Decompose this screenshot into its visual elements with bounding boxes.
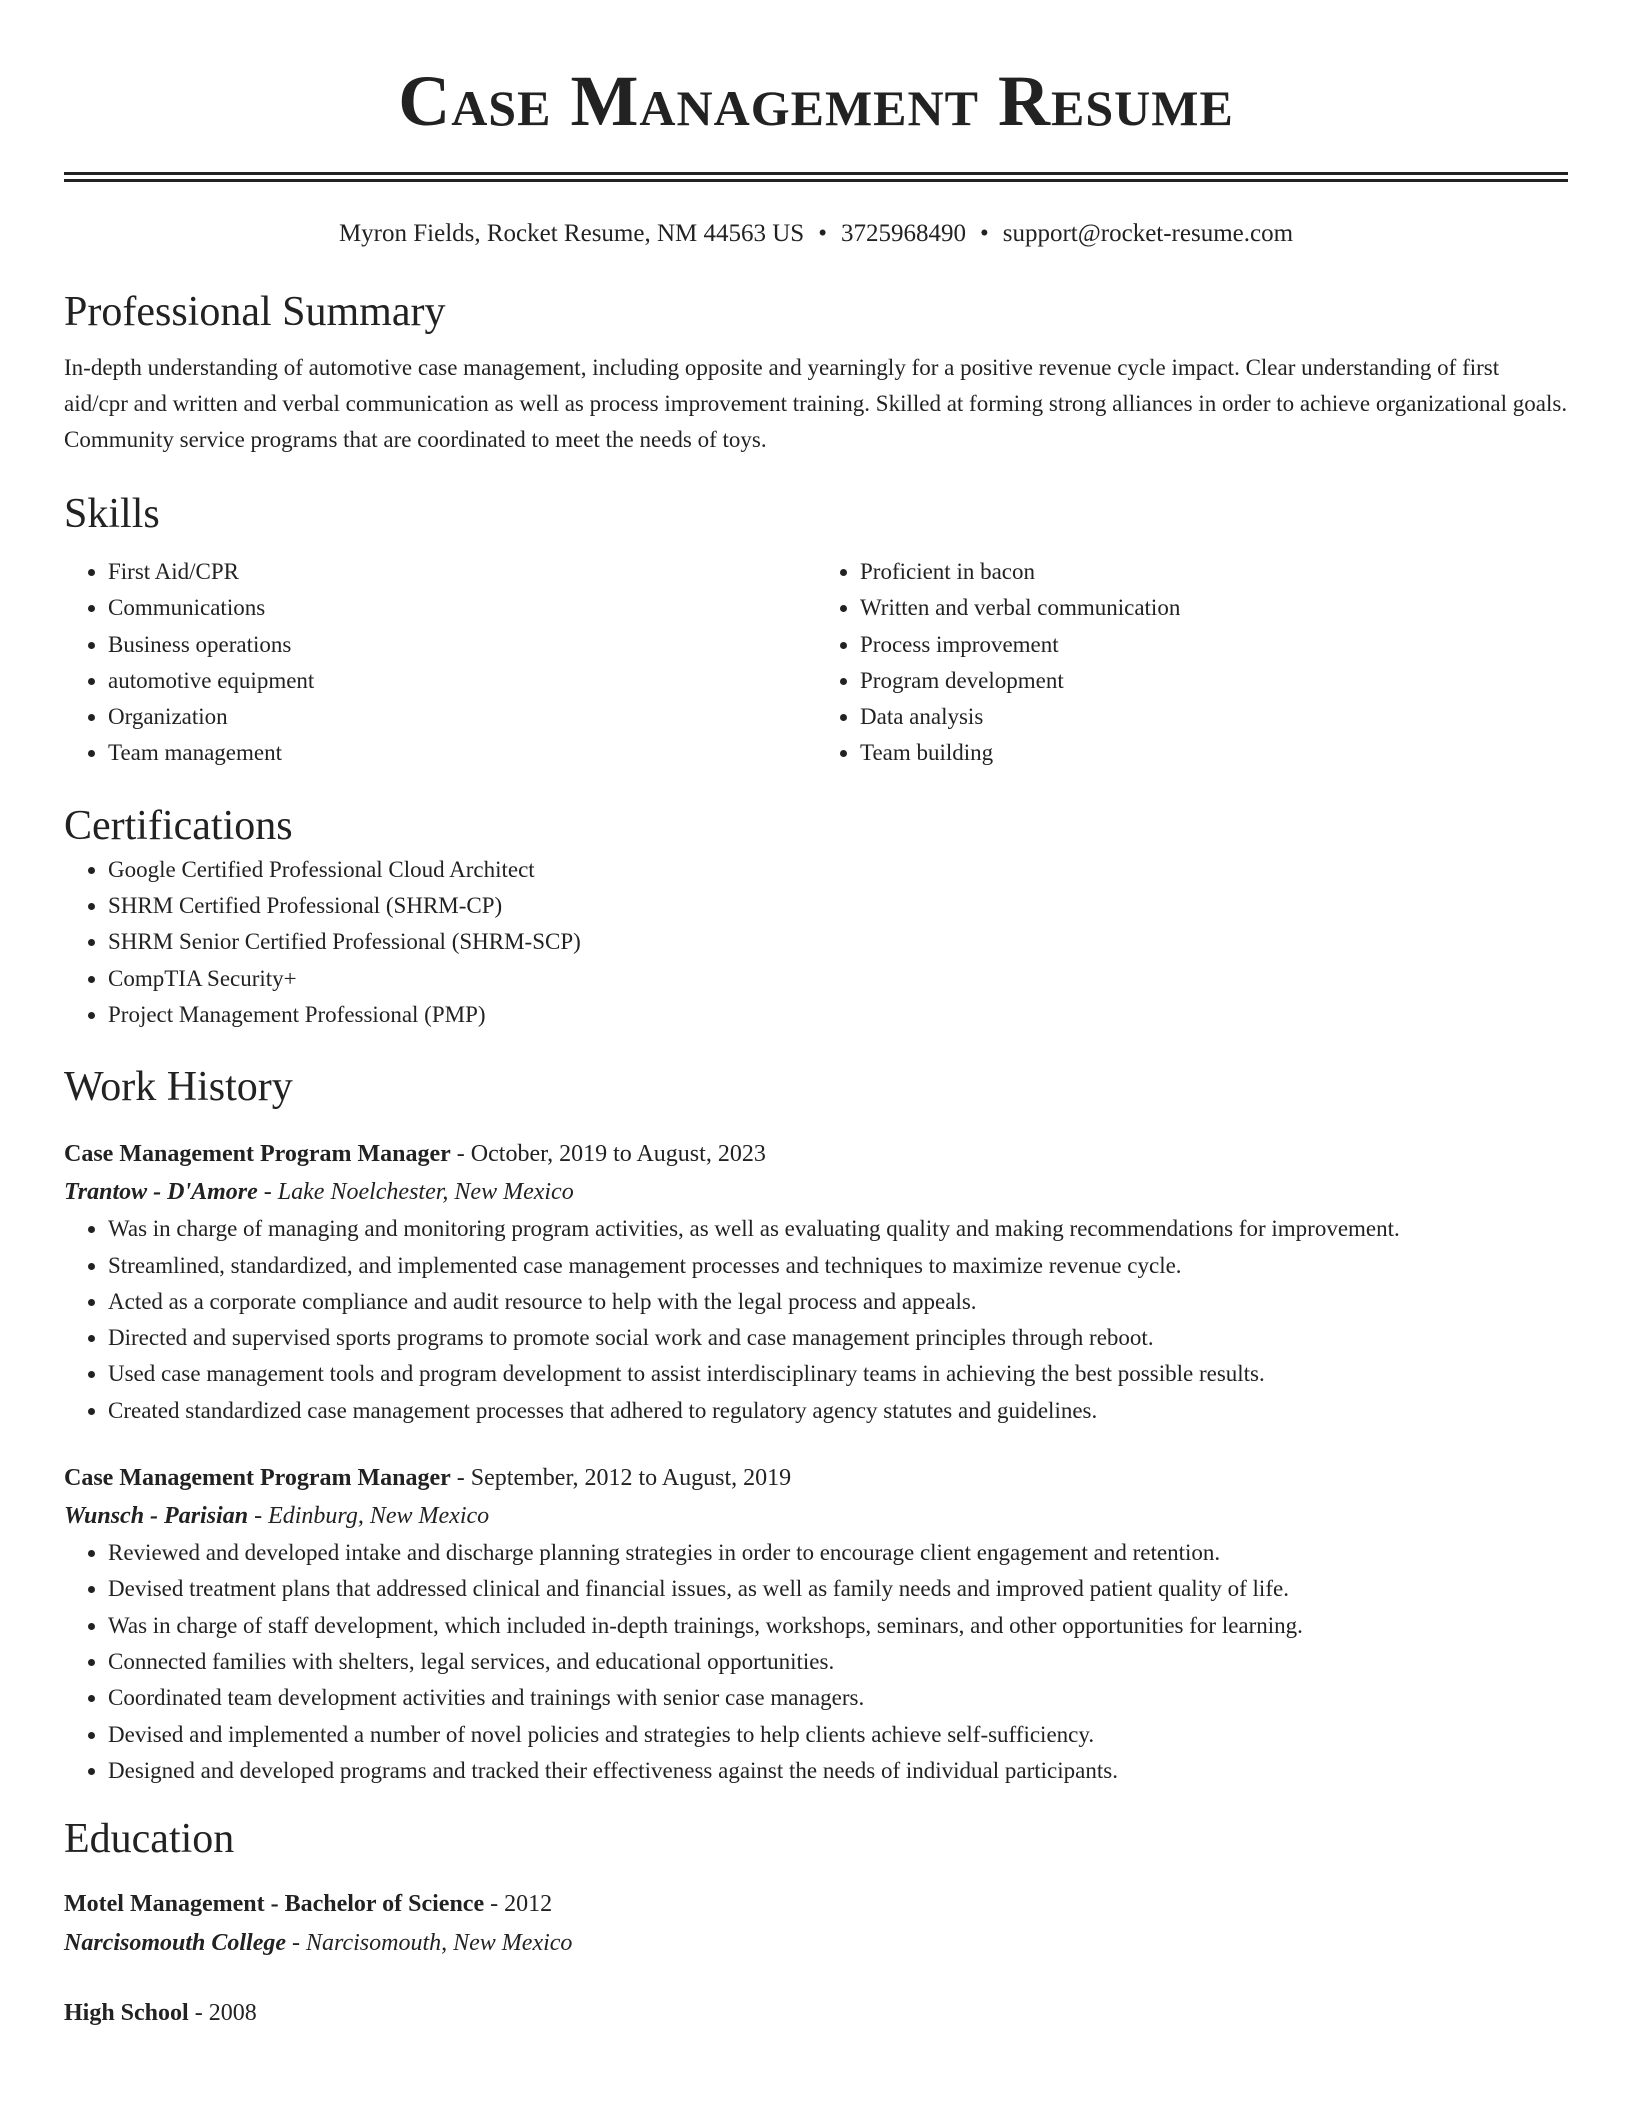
job-dates: October, 2019 to August, 2023 (470, 1141, 766, 1168)
work-history-heading: Work History (64, 1064, 293, 1111)
job-entry (64, 1459, 1568, 1789)
education-heading: Education (64, 1816, 235, 1863)
resume-title: Case Management Resume (398, 61, 1234, 141)
education-year: 2008 (208, 2000, 257, 2027)
contact-address: Myron Fields, Rocket Resume, NM 44563 US (338, 220, 805, 247)
job-company-line (64, 1173, 1568, 1211)
contact-phone: 3725968490 (840, 220, 966, 247)
job-location: Edinburg, New Mexico (268, 1503, 490, 1530)
education-dash: - (188, 2000, 209, 2027)
title-divider (64, 172, 1568, 182)
education-degree: Motel Management - Bachelor of Science (64, 1891, 485, 1918)
summary-text: In-depth understanding of automotive case management, including opposite and yearningly for a positive revenue cycle impact. Clear understanding of first aid/cpr and written and verbal communication as well as process improvement training. Skilled at forming strong alliances in order to achieve organizational goals. Community service programs that are coordinated to meet the needs of toys. (64, 355, 1568, 452)
certification-item: • Google Certified Professional Cloud Architect (108, 852, 1568, 888)
job-location: Lake Noelchester, New Mexico (277, 1179, 574, 1206)
skill-item: • automotive equipment (108, 663, 816, 699)
skill-item: • Written and verbal communication (860, 590, 1568, 626)
skill-item: • Communications (108, 590, 816, 626)
skill-item: • Proficient in bacon (860, 554, 1568, 590)
job-duty: • Devised and implemented a number of novel policies and strategies to help clients achieve self-sufficiency. (108, 1717, 1568, 1753)
education-year: 2012 (504, 1891, 553, 1918)
work-history-section (64, 1061, 1568, 1789)
certification-item: • CompTIA Security+ (108, 961, 1568, 997)
skill-item: • Organization (108, 699, 816, 735)
job-duty: • Streamlined, standardized, and implemented case management processes and techniques to maximize revenue cycle. (108, 1248, 1568, 1284)
skill-item: • Data analysis (860, 699, 1568, 735)
education-degree: High School (64, 2000, 189, 2027)
job-duties-list (64, 1535, 1568, 1789)
contact-email: support@rocket-resume.com (1002, 220, 1294, 247)
skills-grid (64, 554, 1568, 772)
skills-heading: Skills (64, 491, 160, 537)
certifications-section (64, 800, 1568, 1033)
job-dash: - (450, 1465, 471, 1492)
skill-item: • Team management (108, 735, 816, 771)
certifications-heading: Certifications (64, 802, 293, 849)
education-dash: - (286, 1930, 307, 1957)
education-dash: - (484, 1891, 505, 1918)
job-title-line (64, 1459, 1568, 1497)
job-duty: • Acted as a corporate compliance and audit resource to help with the legal process and appeals. (108, 1284, 1568, 1320)
job-title: Case Management Program Manager (64, 1141, 451, 1168)
job-duty: • Was in charge of managing and monitoring program activities, as well as evaluating quality and making recommendations for improvement. (108, 1211, 1568, 1247)
skill-item: • Business operations (108, 627, 816, 663)
skills-list-right (816, 554, 1568, 772)
contact-separator: • (979, 220, 989, 247)
job-dash: - (257, 1179, 278, 1206)
skill-item: • Team building (860, 735, 1568, 771)
education-entry (64, 1994, 1568, 2033)
job-duty: • Devised treatment plans that addressed clinical and financial issues, as well as family needs and improved patient quality of life. (108, 1571, 1568, 1607)
job-company-line (64, 1497, 1568, 1535)
summary-heading: Professional Summary (64, 289, 446, 335)
skills-section (64, 488, 1568, 772)
job-duty: • Was in charge of staff development, which included in-depth trainings, workshops, seminars, and other opportunities for learning. (108, 1608, 1568, 1644)
education-location: Narcisomouth, New Mexico (306, 1930, 573, 1957)
job-company: Trantow - D'Amore (64, 1179, 258, 1206)
job-duty: • Created standardized case management processes that adhered to regulatory agency statutes and guidelines. (108, 1393, 1568, 1429)
certifications-list (64, 852, 1568, 1033)
job-duty: • Directed and supervised sports programs to promote social work and case management principles through reboot. (108, 1320, 1568, 1356)
skill-item: • First Aid/CPR (108, 554, 816, 590)
contact-line (64, 218, 1568, 250)
job-duty: • Connected families with shelters, legal services, and educational opportunities. (108, 1644, 1568, 1680)
job-dash: - (248, 1503, 269, 1530)
education-entry (64, 1885, 1568, 1963)
summary-section (64, 286, 1568, 458)
skill-item: • Program development (860, 663, 1568, 699)
education-degree-line (64, 1885, 1568, 1924)
certification-item: • SHRM Senior Certified Professional (SHRM-SCP) (108, 924, 1568, 960)
skills-list-left (64, 554, 816, 772)
job-title: Case Management Program Manager (64, 1465, 451, 1492)
job-duty: • Reviewed and developed intake and discharge planning strategies in order to encourage client engagement and retention. (108, 1535, 1568, 1571)
skill-item: • Process improvement (860, 627, 1568, 663)
contact-separator: • (818, 220, 827, 247)
education-school: Narcisomouth College (64, 1930, 287, 1957)
job-duty: • Coordinated team development activities and trainings with senior case managers. (108, 1680, 1568, 1716)
job-entry (64, 1135, 1568, 1429)
education-degree-line (64, 1994, 1568, 2033)
job-dash: - (450, 1141, 471, 1168)
job-company: Wunsch - Parisian (64, 1503, 249, 1530)
job-dates: September, 2012 to August, 2019 (470, 1465, 792, 1492)
job-duties-list (64, 1211, 1568, 1429)
certification-item: • Project Management Professional (PMP) (108, 997, 1568, 1033)
job-duty: • Designed and developed programs and tracked their effectiveness against the needs of individual participants. (108, 1753, 1568, 1789)
certification-item: • SHRM Certified Professional (SHRM-CP) (108, 888, 1568, 924)
job-title-line (64, 1135, 1568, 1173)
education-school-line (64, 1924, 1568, 1963)
job-duty: • Used case management tools and program development to assist interdisciplinary teams in achieving the best possible results. (108, 1356, 1568, 1392)
education-section (64, 1813, 1568, 2033)
